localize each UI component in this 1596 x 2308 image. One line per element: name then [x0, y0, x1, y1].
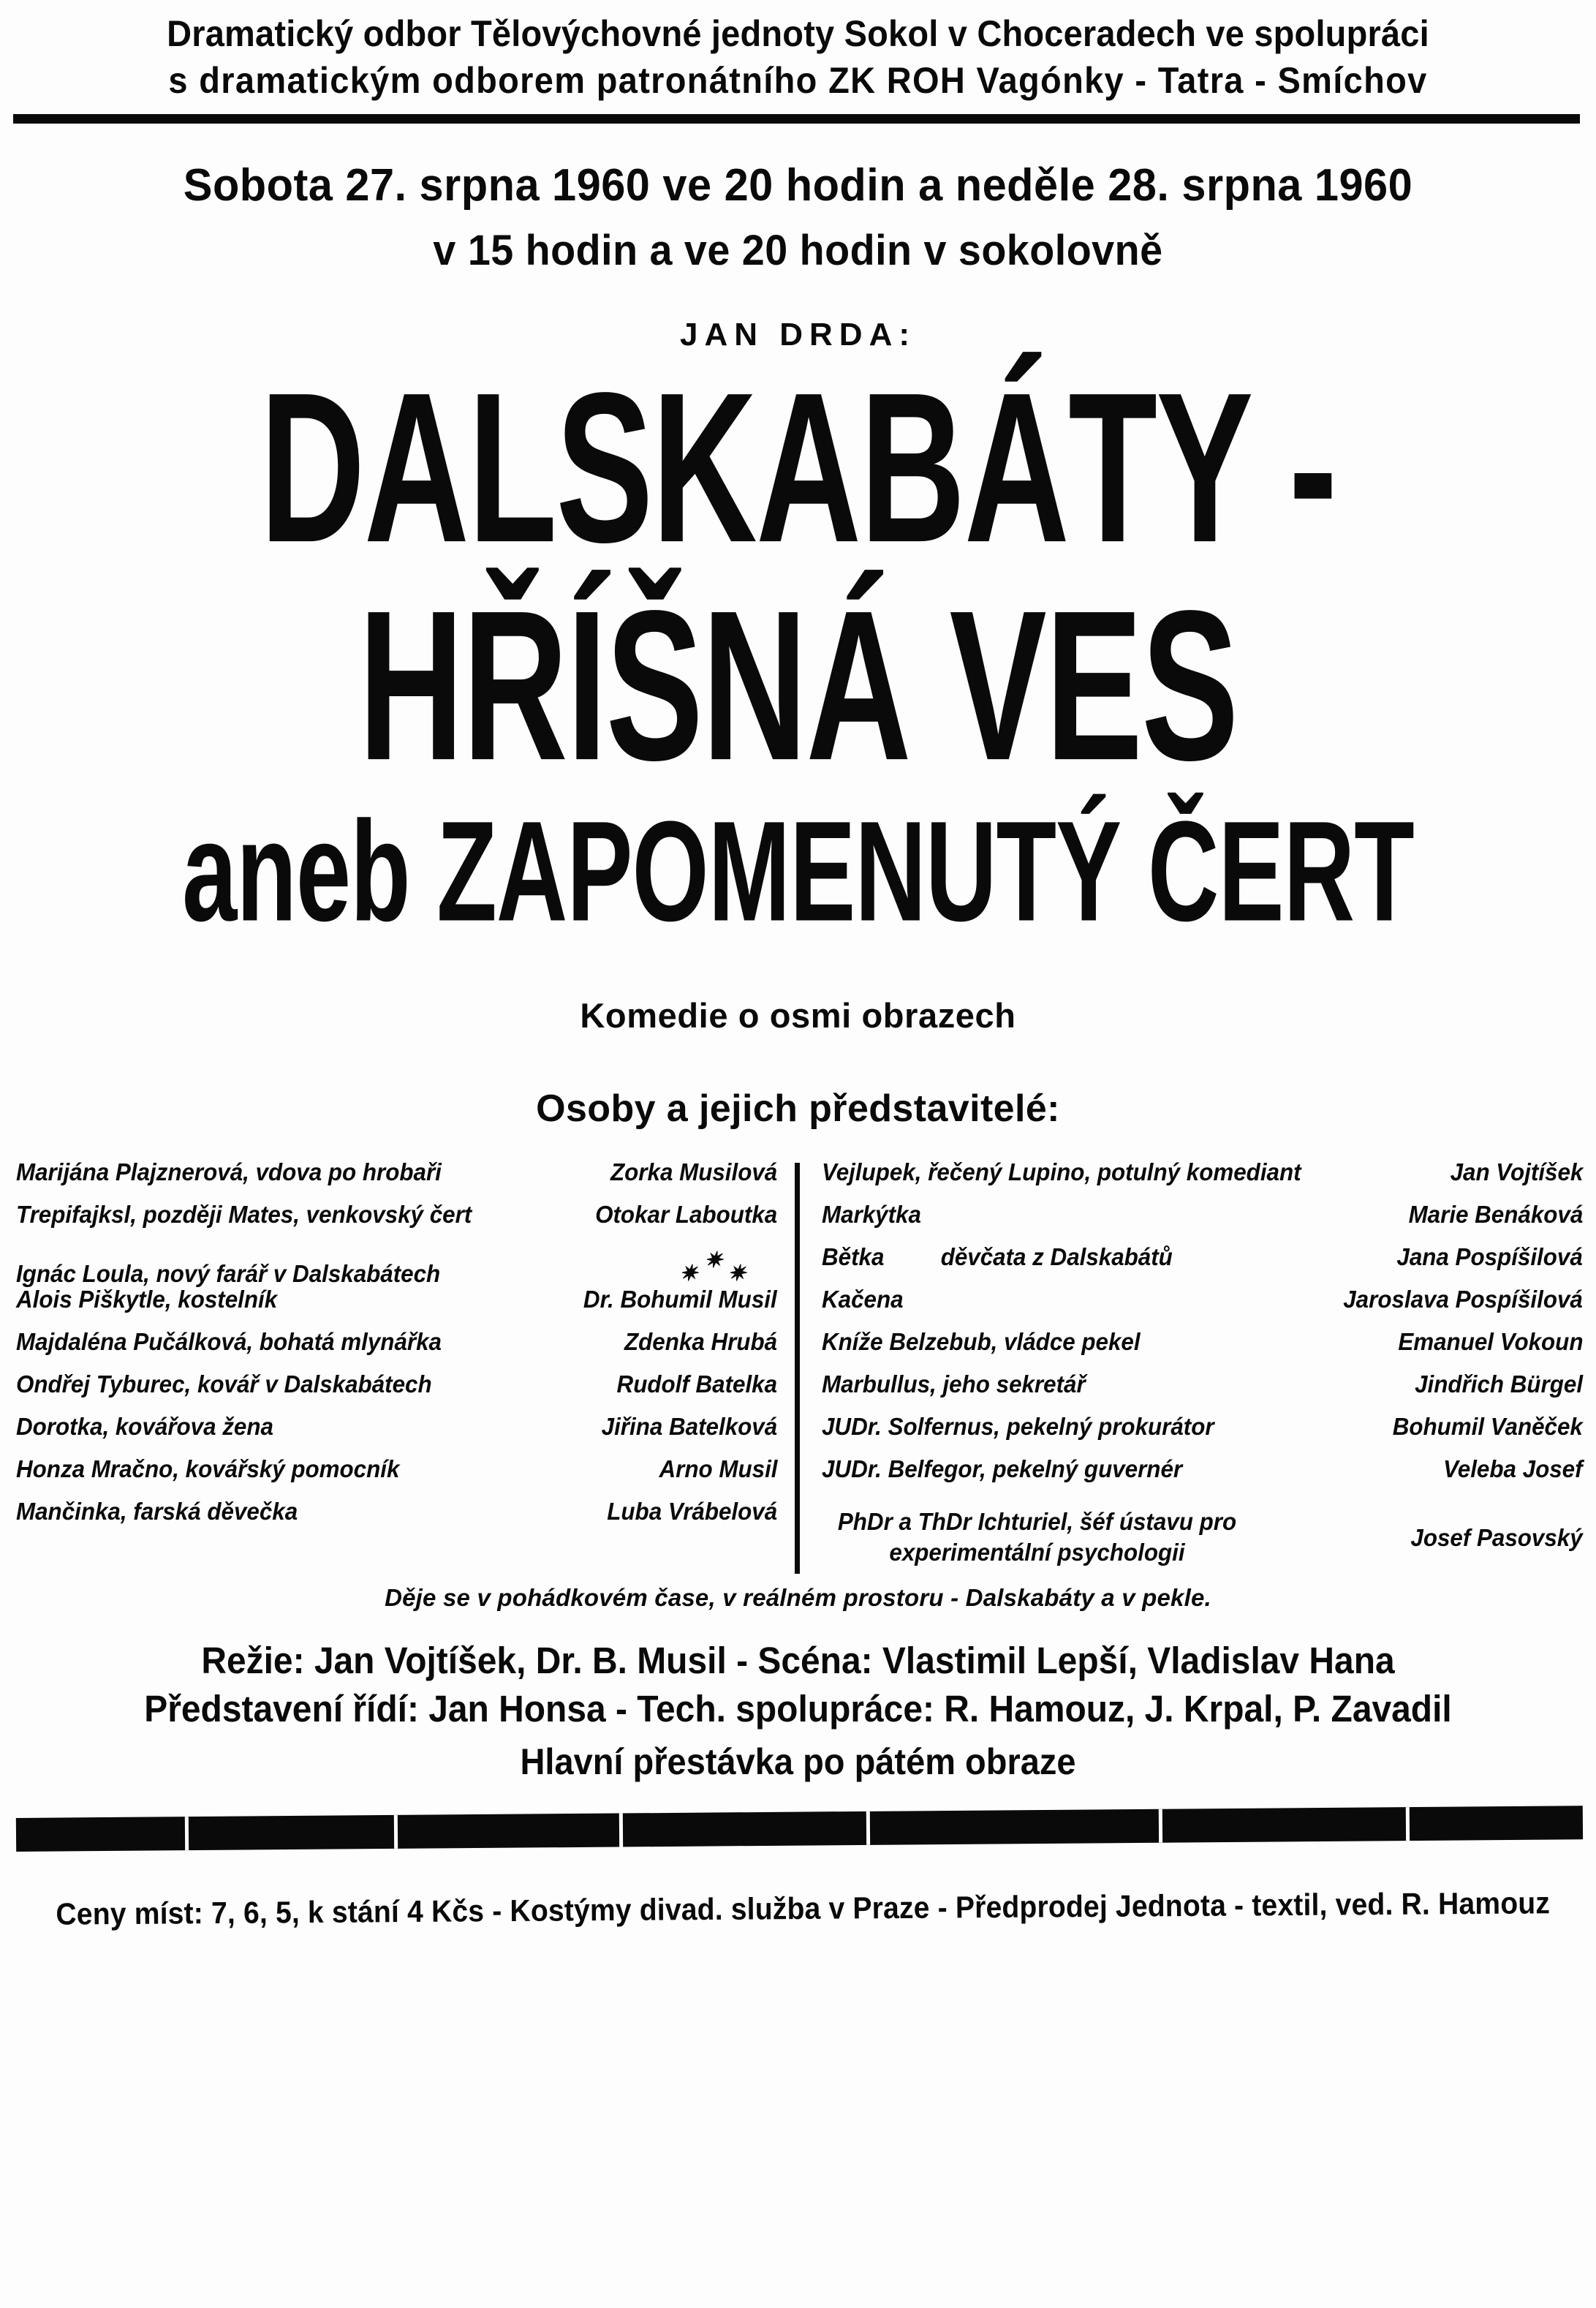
cast-column-left: [16, 1160, 795, 1575]
date-line-2: v 15 hodin a ve 20 hodin v sokolovně: [433, 226, 1163, 274]
title-line-3: aneb ZAPOMENUTÝ ČERT: [182, 791, 1414, 951]
cast-role: JUDr. Solfernus, pekelný prokurátor: [822, 1413, 1214, 1441]
cast-role: Markýtka: [822, 1201, 921, 1229]
cast-role: Marbullus, jeho sekretář: [822, 1370, 1086, 1398]
table-row: [822, 1457, 1583, 1499]
date-line-1: Sobota 27. srpna 1960 ve 20 hodin a neděle 28. srpna 1960: [183, 160, 1413, 211]
cast-actor: Jana Pospíšilová: [1396, 1243, 1583, 1271]
cast-role: Mančinka, farská děvečka: [16, 1498, 298, 1526]
ornament-divider: [619, 1813, 623, 1847]
cast-actor: Dr. Bohumil Musil: [583, 1286, 777, 1313]
cast-role: Marijána Plajznerová, vdova po hrobaři: [16, 1158, 442, 1186]
cast-actor: Bohumil Vaněček: [1392, 1413, 1583, 1441]
ornament-divider: [1406, 1807, 1410, 1841]
table-row: [822, 1245, 1583, 1287]
cast-column-right: [800, 1160, 1583, 1575]
table-row: [16, 1372, 777, 1414]
cast-role: PhDr a ThDr Ichturiel, šéf ústavu pro experimentální psychologii: [837, 1507, 1237, 1566]
cast-role: Vejlupek, řečený Lupino, potulný komediant: [822, 1158, 1301, 1186]
cast-actor: Jaroslava Pospíšilová: [1343, 1286, 1583, 1313]
credit-intermission: Hlavní přestávka po pátém obraze: [520, 1741, 1076, 1782]
title-line-1: DALSKABÁTY -: [260, 349, 1336, 588]
cast-actor: Rudolf Batelka: [616, 1370, 777, 1398]
cast-role: Honza Mračno, kovářský pomocník: [16, 1455, 400, 1483]
title-line-2: HŘÍŠNÁ VES: [358, 566, 1238, 805]
cast-role: Dorotka, kovářova žena: [16, 1413, 273, 1441]
setting-note: Děje se v pohádkovém čase, v reálném prostoru - Dalskabáty a v pekle.: [385, 1584, 1211, 1612]
cast-actor: Zorka Musilová: [610, 1158, 777, 1186]
cast-role: Ondřej Tyburec, kovář v Dalskabátech: [16, 1370, 432, 1398]
ornament-divider: [394, 1815, 398, 1849]
asterisk-icon: ✷: [704, 1248, 723, 1273]
production-credits: [0, 1637, 1596, 1786]
table-row: [16, 1202, 777, 1245]
table-row: [16, 1499, 777, 1542]
author-name: JAN DRDA:: [680, 317, 916, 353]
cast-actor: Jan Vojtíšek: [1450, 1158, 1583, 1186]
cast-group-label: děvčata z Dalskabátů: [940, 1243, 1173, 1271]
cast-actor: Jindřich Bürgel: [1415, 1370, 1583, 1398]
table-row: [822, 1202, 1583, 1245]
cast-role-group: [822, 1245, 1180, 1269]
cast-role: Bětka: [822, 1243, 885, 1271]
credit-stage-technical: Představení řídí: Jan Honsa - Tech. spolupráce: R. Hamouz, J. Krpal, P. Zavadil: [144, 1688, 1452, 1730]
table-row: [822, 1414, 1583, 1457]
cast-role: Kníže Belzebub, vládce pekel: [822, 1328, 1141, 1356]
cast-actor: Jiřina Batelková: [601, 1413, 777, 1441]
cast-role: Alois Piškytle, kostelník: [16, 1286, 278, 1313]
cast-actor: Arno Musil: [659, 1455, 777, 1483]
cast-role: JUDr. Belfegor, pekelný guvernér: [822, 1455, 1183, 1483]
poster-header: [0, 0, 1596, 104]
asterisk-icon: ✷: [679, 1262, 698, 1286]
asterisk-icon: ✷: [727, 1262, 746, 1286]
table-row: [16, 1245, 777, 1287]
table-row: [16, 1414, 777, 1457]
cast-actor: Luba Vrábelová: [607, 1498, 777, 1526]
credit-direction-scene: Režie: Jan Vojtíšek, Dr. B. Musil - Scéna: Vlastimil Lepší, Vladislav Hana: [201, 1640, 1395, 1682]
table-row: [822, 1499, 1583, 1575]
ornament-divider: [1159, 1809, 1162, 1842]
organizer-line-2: s dramatickým odborem patronátního ZK ROH Vagónky - Tatra - Smíchov: [168, 60, 1428, 101]
play-subtitle: Komedie o osmi obrazech: [580, 996, 1016, 1036]
ticket-price-footer: Ceny míst: 7, 6, 5, k stání 4 Kčs - Kostýmy divad. služba v Praze - Předprodej Jednota - textil, ved. R. Hamouz: [56, 1885, 1551, 1931]
cast-heading: Osoby a jejich představitelé:: [536, 1087, 1060, 1131]
performance-dates: [0, 156, 1596, 279]
play-title: [0, 349, 1596, 951]
cast-role: Trepifajksl, později Mates, venkovský čert: [16, 1201, 472, 1229]
cast-table: [0, 1160, 1596, 1575]
asterisk-ornament: [463, 1245, 777, 1287]
table-row: [16, 1457, 777, 1499]
table-row: [822, 1160, 1583, 1202]
table-row: [16, 1287, 777, 1330]
ornament-divider: [866, 1811, 870, 1845]
footer-ornament-bar: [16, 1806, 1583, 1852]
cast-role: Majdaléna Pučálková, bohatá mlynářka: [16, 1328, 442, 1356]
cast-actor: Zdenka Hrubá: [624, 1328, 777, 1356]
cast-role: Kačena: [822, 1286, 904, 1313]
table-row: [822, 1372, 1583, 1414]
cast-actor: Marie Benáková: [1408, 1201, 1583, 1229]
table-row: [822, 1330, 1583, 1372]
ornament-divider: [185, 1817, 189, 1850]
table-row: [16, 1330, 777, 1372]
cast-actor: Otokar Laboutka: [594, 1201, 777, 1229]
table-row: [16, 1160, 777, 1202]
cast-role: Ignác Loula, nový farář v Dalskabátech: [16, 1260, 441, 1288]
cast-actor: Emanuel Vokoun: [1397, 1328, 1583, 1356]
cast-actor: Veleba Josef: [1443, 1455, 1583, 1483]
cast-actor: Josef Pasovský: [1410, 1523, 1583, 1551]
table-row: [822, 1287, 1583, 1330]
organizer-line-1: Dramatický odbor Tělovýchovné jednoty Sokol v Choceradech ve spolupráci: [167, 13, 1429, 54]
header-rule: [13, 114, 1580, 124]
cast-column-divider: [795, 1163, 800, 1574]
asterisk-cluster: [676, 1248, 746, 1286]
